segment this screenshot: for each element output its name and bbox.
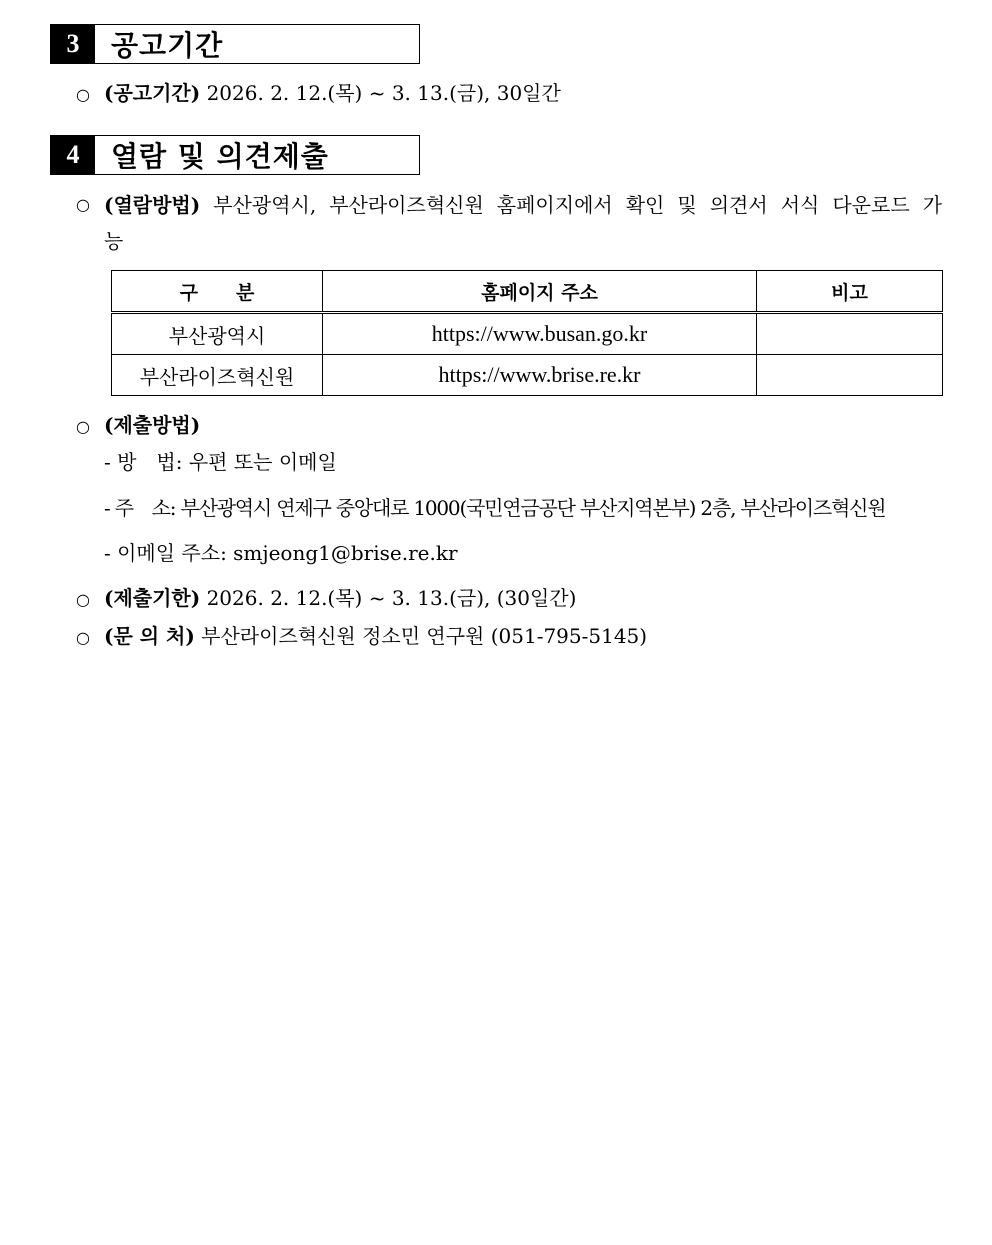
header-homepage: 홈페이지 주소 <box>323 271 757 313</box>
section-4-number: 4 <box>51 136 95 174</box>
submit-method-line-email: - 이메일 주소: smjeong1@brise.re.kr <box>104 541 458 565</box>
section-3-heading <box>50 24 420 64</box>
row-url-link[interactable]: https://www.busan.go.kr <box>323 313 757 355</box>
circle-bullet-icon: ○ <box>76 195 90 214</box>
notice-period-item <box>76 80 561 108</box>
submit-method-item <box>76 412 200 440</box>
deadline-text: 2026. 2. 12.(목) ~ 3. 13.(금), (30일간) <box>200 586 577 610</box>
circle-bullet-icon: ○ <box>76 628 90 647</box>
view-method-label: (열람방법) <box>104 193 201 217</box>
submit-method-label: (제출방법) <box>104 413 201 437</box>
circle-bullet-icon: ○ <box>76 85 90 104</box>
row-note <box>757 313 943 355</box>
header-note: 비고 <box>757 271 943 313</box>
table-header-row <box>112 271 943 313</box>
submit-method-line-method: - 방 법: 우편 또는 이메일 <box>104 450 337 474</box>
submit-method-line-address: - 주 소: 부산광역시 연제구 중앙대로 1000(국민연금공단 부산지역본부) 2층, 부산라이즈혁신원 <box>104 496 886 520</box>
deadline-label: (제출기한) <box>104 586 201 610</box>
deadline-item <box>76 585 576 613</box>
contact-text: 부산라이즈혁신원 정소민 연구원 (051-795-5145) <box>194 624 648 648</box>
row-name: 부산광역시 <box>112 313 323 355</box>
view-method-item <box>76 187 942 259</box>
row-url-link[interactable]: https://www.brise.re.kr <box>323 355 757 396</box>
contact-label: (문 의 처) <box>104 624 195 648</box>
table-row <box>112 313 943 355</box>
section-3-title: 공고기간 <box>111 29 224 62</box>
homepage-table <box>111 270 943 396</box>
section-4-heading <box>50 135 420 175</box>
circle-bullet-icon: ○ <box>76 590 90 609</box>
row-name: 부산라이즈혁신원 <box>112 355 323 396</box>
notice-period-label: (공고기간) <box>104 81 201 105</box>
circle-bullet-icon: ○ <box>76 417 90 436</box>
notice-period-text: 2026. 2. 12.(목) ~ 3. 13.(금), 30일간 <box>200 81 561 105</box>
view-method-text: 부산광역시, 부산라이즈혁신원 홈페이지에서 확인 및 의견서 서식 다운로드 가능 <box>104 193 942 253</box>
header-category: 구 분 <box>112 271 323 313</box>
section-4-title: 열람 및 의견제출 <box>111 140 329 173</box>
row-note <box>757 355 943 396</box>
table-row <box>112 355 943 396</box>
section-3-number: 3 <box>51 25 95 63</box>
contact-item <box>76 623 647 651</box>
